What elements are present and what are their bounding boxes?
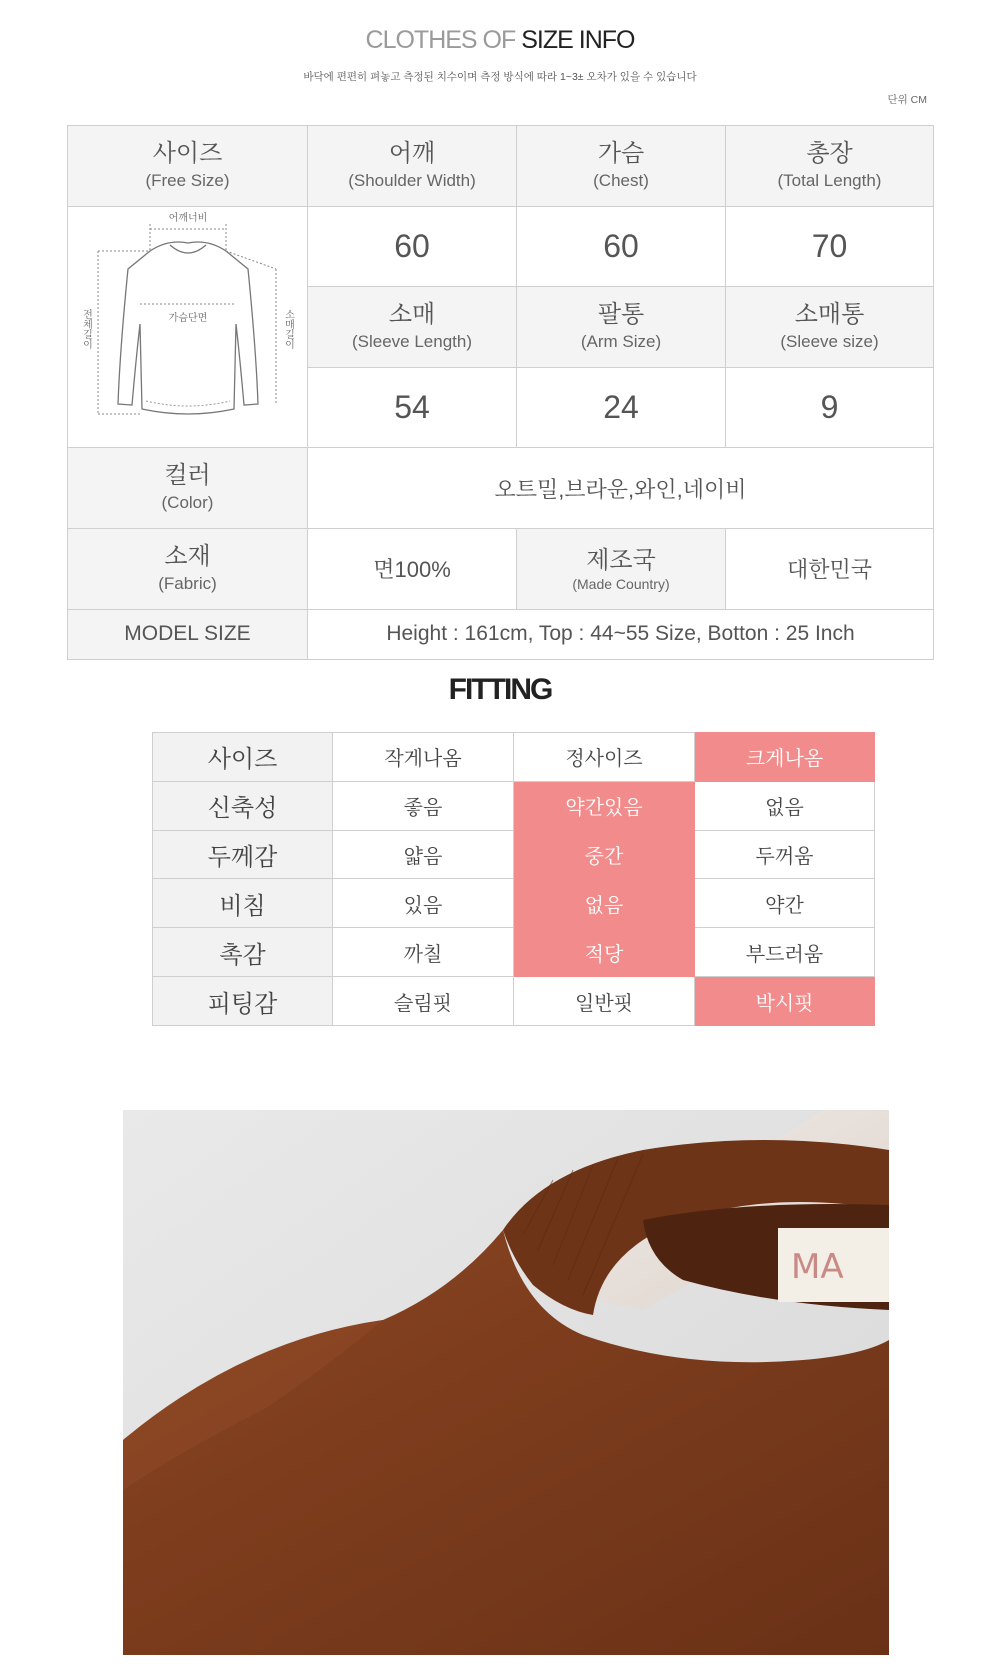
color-label-cell: [68, 448, 308, 529]
title-dark: SIZE INFO: [521, 26, 635, 54]
fitting-row-label: 피팅감: [153, 977, 333, 1026]
header-sleevesize-ko: 소매통: [794, 300, 865, 328]
fitting-option: 작게나옴: [333, 733, 514, 782]
model-label: MODEL SIZE: [124, 622, 251, 646]
title-light: CLOTHES OF: [365, 26, 516, 54]
model-row: [68, 609, 934, 659]
fitting-option-selected: 중간: [514, 830, 695, 879]
fitting-option: 두꺼움: [695, 830, 875, 879]
header-shoulder: [308, 126, 517, 207]
header-size: [68, 126, 308, 207]
chest-value: 60: [603, 227, 639, 264]
sweatshirt-diagram-icon: [78, 209, 298, 439]
fitting-option: 슬림핏: [333, 977, 514, 1026]
fabric-label-ko: 소재: [164, 542, 211, 570]
size-values-row-1: [68, 206, 934, 287]
fitting-option-selected: 약간있음: [514, 781, 695, 830]
color-value: 오트밀,브라운,와인,네이비: [494, 476, 747, 502]
value-sleeve-size: [726, 367, 934, 448]
brand-tag-text: MA: [791, 1247, 844, 1287]
header-arm-en: (Arm Size): [580, 331, 662, 351]
model-value: Height : 161cm, Top : 44~55 Size, Botton : 25 Inch: [386, 622, 855, 646]
fitting-option: 얇음: [333, 830, 514, 879]
fitting-option: 부드러움: [695, 928, 875, 977]
model-value-cell: [308, 609, 934, 659]
total-length-diagram-label: 전체길이: [80, 309, 91, 350]
fitting-option-selected: 없음: [514, 879, 695, 928]
header-sleeve-ko: 소매: [388, 300, 436, 328]
color-value-cell: [308, 448, 934, 529]
fitting-option-selected: 적당: [514, 928, 695, 977]
fitting-option: 일반핏: [514, 977, 695, 1026]
fitting-row-label: 비침: [153, 879, 333, 928]
fabric-label-cell: [68, 528, 308, 609]
fitting-row: [153, 977, 875, 1026]
product-photo: [123, 1110, 889, 1655]
model-label-cell: [68, 609, 308, 659]
unit-label: 단위 CM: [887, 94, 927, 106]
fitting-option: 있음: [333, 879, 514, 928]
color-label-ko: 컬러: [164, 462, 211, 490]
header-chest-en: (Chest): [593, 170, 649, 190]
value-arm-size: [517, 367, 726, 448]
value-total-length: [726, 206, 934, 287]
header-sleeve-en: (Sleeve Length): [351, 331, 473, 351]
fitting-option: 약간: [695, 879, 875, 928]
size-header-row: [68, 126, 934, 207]
header-chest: [517, 126, 726, 207]
fitting-option-selected: 크게나옴: [695, 733, 875, 782]
header-chest-ko: 가슴: [597, 139, 645, 167]
made-label-cell: [517, 528, 726, 609]
fitting-title: FITTING: [448, 673, 552, 706]
made-value: 대한민국: [786, 557, 872, 583]
fitting-row: [153, 830, 875, 879]
header-size-en: (Free Size): [145, 170, 230, 190]
value-chest: [517, 206, 726, 287]
color-row: [68, 448, 934, 529]
fabric-value-cell: [308, 528, 517, 609]
header-shoulder-en: (Shoulder Width): [348, 170, 476, 190]
fitting-option: 없음: [695, 781, 875, 830]
fitting-row-label: 두께감: [153, 830, 333, 879]
garment-diagram: [68, 206, 308, 448]
fabric-label-en: (Fabric): [158, 573, 217, 593]
header-sleevesize-en: (Sleeve size): [780, 331, 879, 351]
sweatshirt-photo: [123, 1110, 889, 1655]
header-size-ko: 사이즈: [152, 139, 223, 167]
fitting-option: 좋음: [333, 781, 514, 830]
sleeve-size-value: 9: [820, 389, 839, 426]
header-arm-size: [517, 287, 726, 368]
measure-note: 바닥에 편편히 펴놓고 측정된 치수이며 측정 방식에 따라 1~3± 오차가 있을 수 있습니다: [303, 71, 697, 83]
fitting-row-label: 신축성: [153, 781, 333, 830]
fitting-table: [152, 732, 875, 1026]
fitting-option: 정사이즈: [514, 733, 695, 782]
sleeve-diagram-label: 소매길이: [282, 309, 293, 350]
made-label-en: (Made Country): [572, 575, 670, 592]
fitting-option-selected: 박시핏: [695, 977, 875, 1026]
fitting-row-label: 사이즈: [153, 733, 333, 782]
size-table: [67, 125, 934, 660]
total-length-value: 70: [811, 227, 848, 264]
page-title: [0, 26, 1000, 55]
value-shoulder: [308, 206, 517, 287]
arm-size-value: 24: [603, 389, 639, 426]
fitting-row: [153, 781, 875, 830]
fitting-row: [153, 879, 875, 928]
made-value-cell: [726, 528, 934, 609]
color-label-en: (Color): [161, 493, 214, 513]
chest-diagram-label: 가슴단면: [168, 313, 207, 325]
fitting-row-label: 촉감: [153, 928, 333, 977]
header-sleeve-size: [726, 287, 934, 368]
made-label-ko: 제조국: [586, 546, 656, 574]
shoulder-diagram-label: 어깨너비: [168, 213, 207, 225]
fabric-row: [68, 528, 934, 609]
fabric-value: 면100%: [373, 557, 451, 583]
header-total-length: [726, 126, 934, 207]
fitting-row: [153, 733, 875, 782]
value-sleeve-length: [308, 367, 517, 448]
header-total-ko: 총장: [806, 139, 853, 167]
shoulder-value: 60: [394, 227, 430, 264]
header-total-en: (Total Length): [777, 170, 882, 190]
header-shoulder-ko: 어깨: [388, 139, 436, 167]
fitting-option: 까칠: [333, 928, 514, 977]
fitting-row: [153, 928, 875, 977]
sleeve-length-value: 54: [394, 389, 430, 426]
header-arm-ko: 팔통: [597, 300, 645, 328]
header-sleeve-length: [308, 287, 517, 368]
